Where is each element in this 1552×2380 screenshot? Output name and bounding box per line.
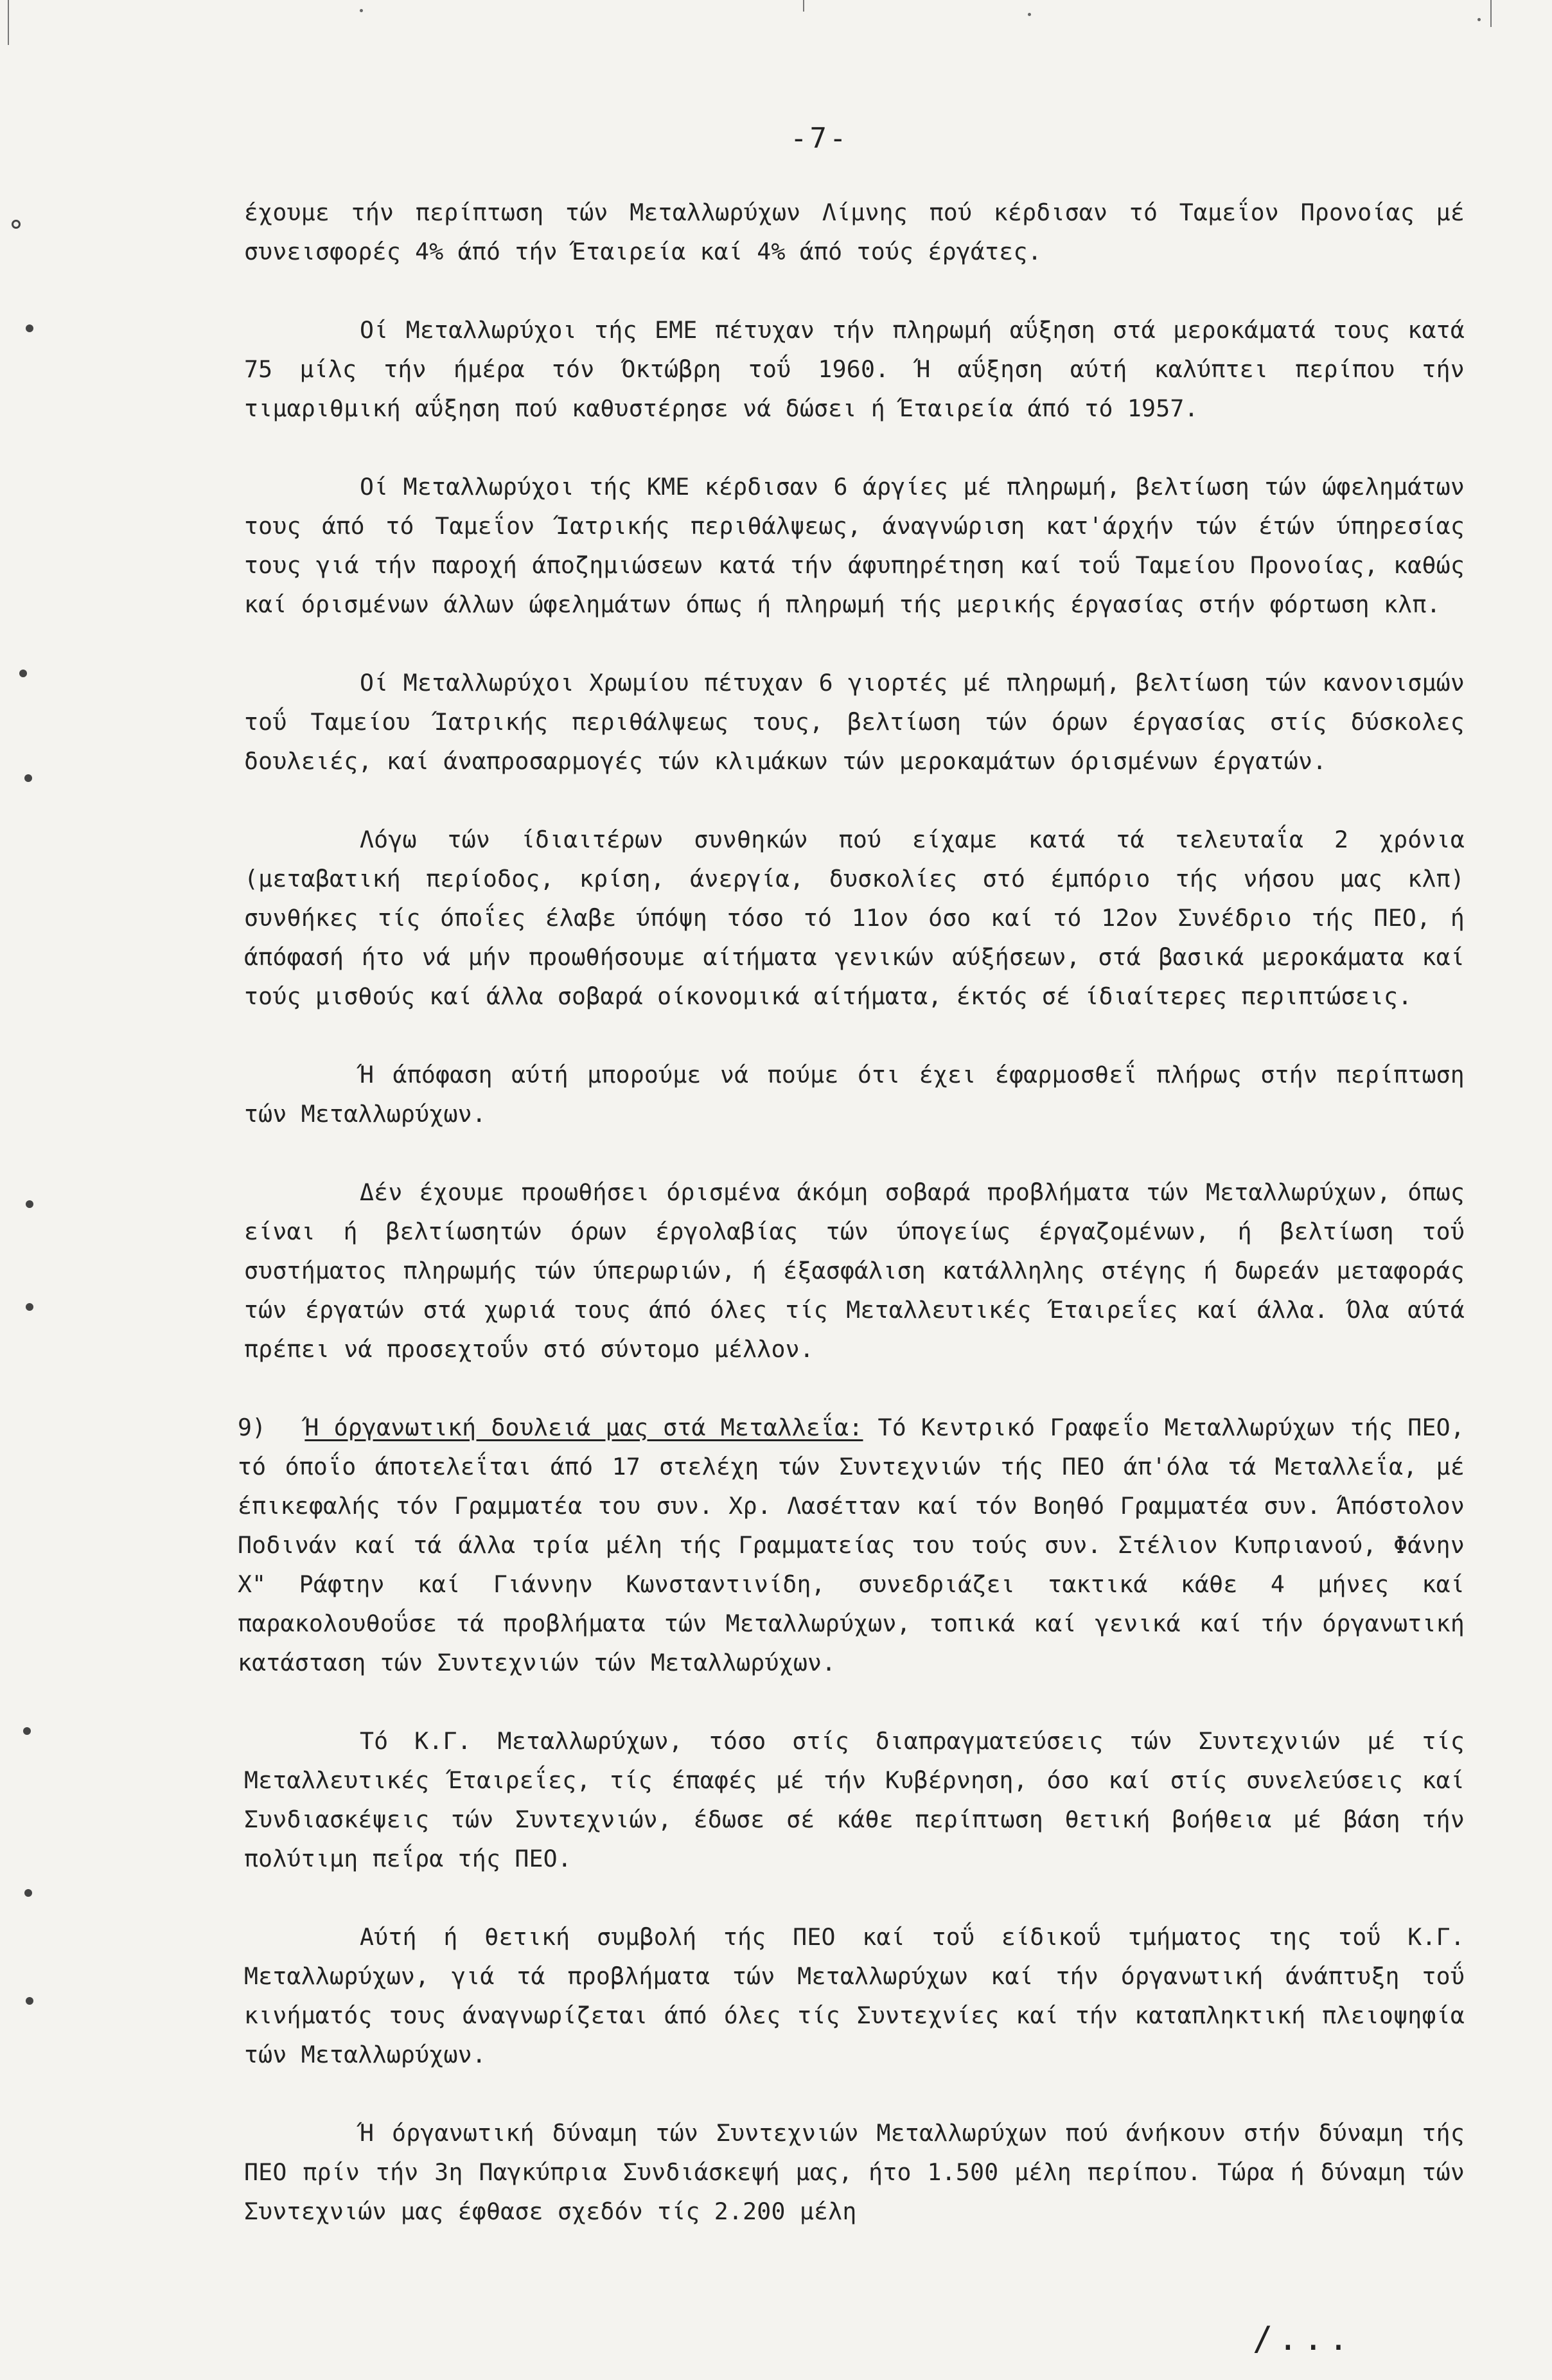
paragraph-2: Οί Μεταλλωρύχοι τής ΕΜΕ πέτυχαν τήν πληρωμή αΰξηση στά μεροκάματά τους κατά 75 μίλς τήν ήμέρα τόν Όκτώβρη τοΰ 1960. Ή αΰξηση αύτή καλύπτει περίπου τήν τιμαριθμική αΰξηση πού καθυστέρησε νά δώσει ή Έταιρεία άπό τό 1957. — [244, 316, 1465, 422]
margin-dot-mark — [24, 1889, 32, 1897]
paragraph-9: Τό Κ.Γ. Μεταλλωρύχων, τόσο στίς διαπραγματεύσεις τών Συντεχνιών μέ τίς Μεταλλευτικές Έταιρεΐες, τίς έπαφές μέ τήν Κυβέρνηση, όσο καί στίς συνελεύσεις καί Συνδιασκέψεις τών Συντεχνιών, έδωσε σέ κάθε περίπτωση θετική βοήθεια μέ βάση τήν πολύτιμη πεΐρα τής ΠΕΟ. — [244, 1727, 1465, 1872]
edge-mark — [8, 0, 9, 45]
margin-hole-mark — [12, 220, 21, 229]
edge-mark — [803, 0, 804, 12]
paragraph-4: Οί Μεταλλωρύχοι Χρωμίου πέτυχαν 6 γιορτές μέ πληρωμή, βελτίωση τών κανονισμών τοΰ Ταμείου Ίατρικής περιθάλψεως τους, βελτίωση τών όρων έργασίας στίς δύσκολες δουλειές, καί άναπροσαρμογές τών κλιμάκων τών μεροκαμάτων όρισμένων έργατών. — [244, 669, 1465, 775]
paragraph-7: Δέν έχουμε προωθήσει όρισμένα άκόμη σοβαρά προβλήματα τών Μεταλλωρύχων, όπως είναι ή βελτίωσητών όρων έργολαβίας τών ύπογείως έργαζομένων, ή βελτίωση τοΰ συστήματος πληρωμής τών ύπερωριών, ή έξασφάλιση κατάλληλης στέγης ή δωρεάν μεταφοράς τών έργατών στά χωριά τους άπό όλες τίς Μεταλλευτικές Έταιρεΐες καί άλλα. Όλα αύτά πρέπει νά προσεχτοΰν στό σύντομο μέλλον. — [244, 1178, 1465, 1363]
paragraph-6: Ή άπόφαση αύτή μπορούμε νά πούμε ότι έχει έφαρμοσθεΐ πλήρως στήν περίπτωση τών Μεταλλωρύχων. — [244, 1061, 1465, 1128]
section-number: 9) — [238, 1414, 267, 1441]
margin-dot-mark — [26, 1200, 33, 1208]
margin-dot-mark — [19, 670, 27, 677]
paragraph-11: Ή όργανωτική δύναμη τών Συντεχνιών Μεταλλωρύχων πού άνήκουν στήν δύναμη τής ΠΕΟ πρίν τήν 3η Παγκύπρια Συνδιάσκεψή μας, ήτο 1.500 μέλη περίπου. Τώρα ή δύναμη τών Συντεχνιών μας έφθασε σχεδόν τίς 2.200 μέλη — [244, 2119, 1465, 2225]
margin-dot-mark — [26, 1997, 33, 2005]
page-number: -7- — [790, 122, 849, 155]
edge-mark — [1490, 0, 1492, 27]
margin-dot-mark — [23, 1727, 31, 1735]
paragraph-10: Αύτή ή θετική συμβολή τής ΠΕΟ καί τοΰ είδικοΰ τμήματος της τοΰ Κ.Γ. Μεταλλωρύχων, γιά τά προβλήματα τών Μεταλλωρύχων καί τήν όργανωτική άνάπτυξη τοΰ κινήματός τους άναγνωρίζεται άπό όλες τίς Συντεχνίες καί τήν καταπληκτική πλειοψηφία τών Μεταλλωρύχων. — [244, 1923, 1465, 2068]
speck-mark — [1028, 13, 1031, 16]
paragraph-5: Λόγω τών ίδιαιτέρων συνθηκών πού είχαμε κατά τά τελευταΐα 2 χρόνια (μεταβατική περίοδος, κρίση, άνεργία, δυσκολίες στό έμπόριο τής νήσου μας κλπ) συνθήκες τίς όποΐες έλαβε ύπόψη τόσο τό 11ον όσο καί τό 12ον Συνέδριο τής ΠΕΟ, ή άπόφασή ήτο νά μήν προωθήσουμε αίτήματα γενικών αύξήσεων, στά βασικά μεροκάματα καί τούς μισθούς καί άλλα σοβαρά οίκονομικά αίτήματα, έκτός σέ ίδιαίτερες περιπτώσεις. — [244, 826, 1465, 1010]
speck-mark — [360, 9, 363, 12]
paragraph-1: έχουμε τήν περίπτωση τών Μεταλλωρύχων Λίμνης πού κέρδισαν τό Ταμεΐον Προνοίας μέ συνεισφορές 4% άπό τήν Έταιρεία καί 4% άπό τούς έργάτες. — [244, 199, 1465, 265]
margin-dot-mark — [26, 324, 33, 332]
section-9 — [238, 1408, 1465, 1682]
continuation-mark: /... — [1253, 2320, 1354, 2358]
margin-dot-mark — [24, 774, 32, 782]
margin-dot-mark — [26, 1303, 33, 1311]
section-title: Ή όργανωτική δουλειά μας στά Μεταλλεΐα: — [304, 1414, 863, 1441]
speck-mark — [1477, 18, 1481, 21]
section-text: Τό Κεντρικό Γραφεΐο Μεταλλωρύχων τής ΠΕΟ, τό όποΐο άποτελεΐται άπό 17 στελέχη τών Συντεχνιών τής ΠΕΟ άπ'όλα τά Μεταλλεΐα, μέ έπικεφαλής τόν Γραμματέα του συν. Χρ. Λασέτταν καί τόν Βοηθό Γραμματέα συν. Άπόστολον Ποδινάν καί τά άλλα τρία μέλη τής Γραμματείας του τούς συν. Στέλιον Κυπριανού, Φάνην Χ" Ράφτην καί Γιάννην Κωνσταντινίδη, συνεδριάζει τακτικά κάθε 4 μήνες καί παρακολουθοΰσε τά προβλήματα τών Μεταλλωρύχων, τοπικά καί γενικά καί τήν όργανωτική κατάσταση τών Συντεχνιών τών Μεταλλωρύχων. — [238, 1414, 1465, 1676]
body-text — [238, 193, 1465, 2270]
paragraph-3: Οί Μεταλλωρύχοι τής ΚΜΕ κέρδισαν 6 άργίες μέ πληρωμή, βελτίωση τών ώφελημάτων τους άπό τό Ταμεΐον Ίατρικής περιθάλψεως, άναγνώριση κατ'άρχήν τών έτών ύπηρεσίας τους γιά τήν παροχή άποζημιώσεων κατά τήν άφυπηρέτηση καί τοΰ Ταμείου Προνοίας, καθώς καί όρισμένων άλλων ώφελημάτων όπως ή πληρωμή τής μερικής έργασίας στήν φόρτωση κλπ. — [244, 473, 1465, 618]
